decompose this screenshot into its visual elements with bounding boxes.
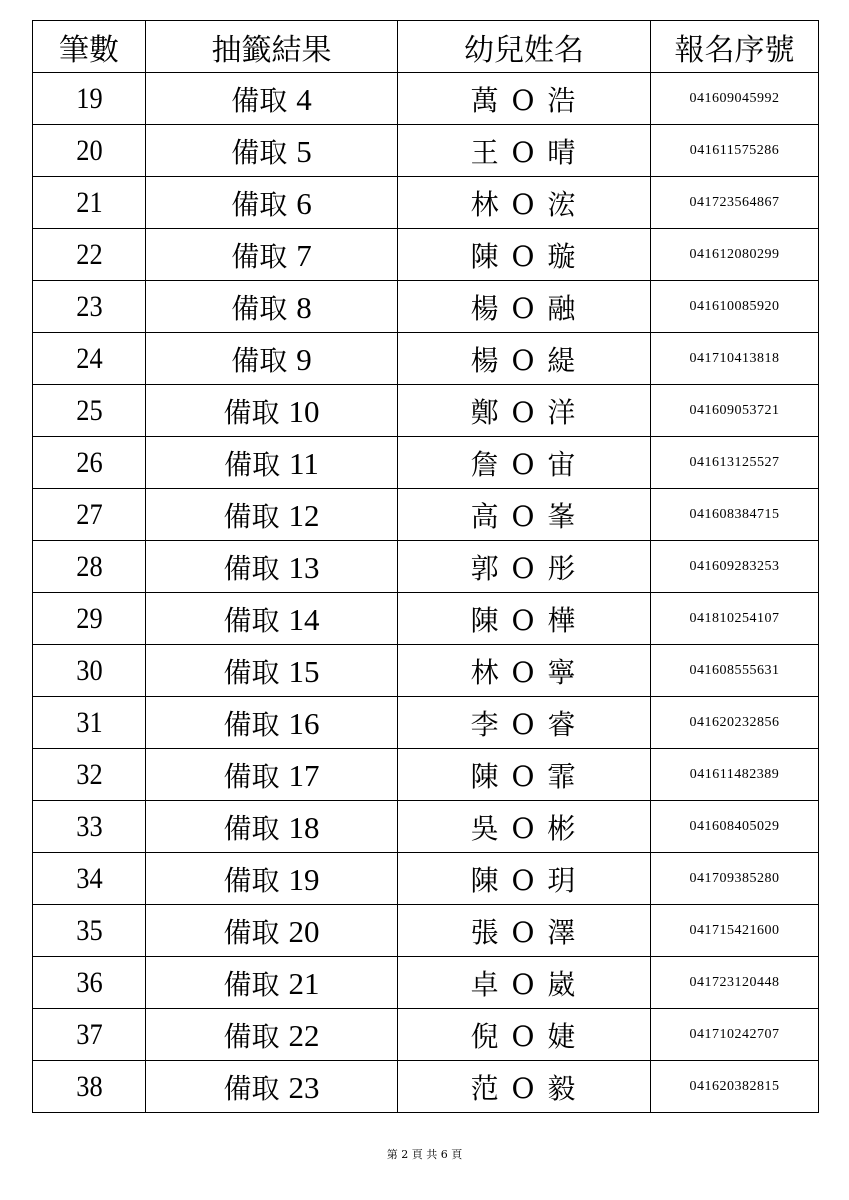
row-number: 37 [39,1009,138,1061]
lottery-result [146,281,398,333]
result-label: 備取 [223,759,280,793]
registration-number: 041620232856 [651,697,819,749]
waitlist-number: 22 [288,1017,320,1053]
lottery-result [146,697,398,749]
result-label: 備取 [223,395,280,429]
registration-number: 041608555631 [651,645,819,697]
child-name: 陳 O 樺 [398,593,651,645]
registration-number: 041609045992 [651,73,819,125]
child-name: 詹 O 宙 [398,437,651,489]
child-name: 林 O 寧 [398,645,651,697]
registration-number: 041613125527 [651,437,819,489]
table-row [33,801,819,853]
lottery-result [146,749,398,801]
waitlist-number: 23 [288,1069,320,1105]
row-number: 27 [39,489,138,541]
table-row [33,125,819,177]
table-row [33,697,819,749]
registration-number: 041612080299 [651,229,819,281]
lottery-result [146,333,398,385]
row-number: 28 [39,541,138,593]
row-number: 35 [39,905,138,957]
table-row [33,1009,819,1061]
child-name: 楊 O 融 [398,281,651,333]
waitlist-number: 4 [296,81,312,117]
child-name: 王 O 晴 [398,125,651,177]
result-label: 備取 [223,967,280,1001]
row-number: 24 [39,333,138,385]
table-row [33,541,819,593]
lottery-result [146,1061,398,1113]
child-name: 李 O 睿 [398,697,651,749]
waitlist-number: 9 [296,341,312,377]
lottery-result [146,593,398,645]
result-label: 備取 [223,603,280,637]
child-name: 張 O 澤 [398,905,651,957]
row-number: 34 [39,853,138,905]
row-number: 21 [39,177,138,229]
result-label: 備取 [224,447,281,481]
result-label: 備取 [223,655,280,689]
table-body [33,73,819,1113]
row-number: 31 [39,697,138,749]
child-name: 卓 O 崴 [398,957,651,1009]
table-row [33,957,819,1009]
table-row [33,489,819,541]
row-number: 32 [39,749,138,801]
lottery-result-table [32,20,819,1113]
child-name: 陳 O 霏 [398,749,651,801]
result-label: 備取 [223,1071,280,1105]
lottery-result [146,905,398,957]
lottery-result [146,1009,398,1061]
result-label: 備取 [231,239,288,273]
registration-number: 041709385280 [651,853,819,905]
lottery-result [146,957,398,1009]
waitlist-number: 5 [296,133,312,169]
registration-number: 041611482389 [651,749,819,801]
table-row [33,73,819,125]
table-row [33,749,819,801]
lottery-result [146,645,398,697]
lottery-result [146,541,398,593]
result-label: 備取 [223,499,280,533]
waitlist-number: 12 [288,497,320,533]
lottery-result [146,489,398,541]
waitlist-number: 18 [288,809,320,845]
lottery-result [146,229,398,281]
table-row [33,905,819,957]
lottery-result [146,125,398,177]
lottery-result [146,385,398,437]
registration-number: 041810254107 [651,593,819,645]
table-row [33,853,819,905]
waitlist-number: 13 [288,549,320,585]
table-row [33,229,819,281]
child-name: 萬 O 浩 [398,73,651,125]
child-name: 林 O 浤 [398,177,651,229]
result-label: 備取 [223,707,280,741]
waitlist-number: 6 [296,185,312,221]
row-number: 20 [39,125,138,177]
page-footer: 第 2 頁 共 6 頁 [386,1148,463,1161]
waitlist-number: 17 [288,757,320,793]
lottery-result [146,177,398,229]
header-number: 筆數 [33,21,146,73]
registration-number: 041620382815 [651,1061,819,1113]
row-number: 36 [39,957,138,1009]
table-row [33,385,819,437]
table-header-row [33,21,819,73]
table-row [33,437,819,489]
row-number: 25 [39,385,138,437]
table-row [33,177,819,229]
table-row [33,281,819,333]
row-number: 26 [39,437,138,489]
child-name: 倪 O 婕 [398,1009,651,1061]
child-name: 楊 O 緹 [398,333,651,385]
row-number: 22 [39,229,138,281]
table-row [33,593,819,645]
lottery-result [146,73,398,125]
result-label: 備取 [223,1019,280,1053]
row-number: 19 [39,73,138,125]
result-label: 備取 [231,343,288,377]
registration-number: 041611575286 [651,125,819,177]
registration-number: 041609283253 [651,541,819,593]
header-child-name: 幼兒姓名 [398,21,651,73]
child-name: 范 O 毅 [398,1061,651,1113]
waitlist-number: 14 [288,601,320,637]
child-name: 郭 O 彤 [398,541,651,593]
child-name: 鄭 O 洋 [398,385,651,437]
child-name: 陳 O 璇 [398,229,651,281]
waitlist-number: 10 [288,393,320,429]
result-label: 備取 [231,83,288,117]
waitlist-number: 7 [296,237,312,273]
result-label: 備取 [231,135,288,169]
waitlist-number: 11 [289,445,319,481]
row-number: 38 [39,1061,138,1113]
waitlist-number: 19 [288,861,320,897]
registration-number: 041610085920 [651,281,819,333]
result-label: 備取 [231,187,288,221]
row-number: 23 [39,281,138,333]
row-number: 29 [39,593,138,645]
result-label: 備取 [223,863,280,897]
header-result: 抽籤結果 [146,21,398,73]
result-label: 備取 [223,551,280,585]
registration-number: 041710413818 [651,333,819,385]
lottery-result [146,853,398,905]
child-name: 高 O 峯 [398,489,651,541]
registration-number: 041723564867 [651,177,819,229]
table-row [33,645,819,697]
lottery-result [146,437,398,489]
registration-number: 041723120448 [651,957,819,1009]
registration-number: 041608384715 [651,489,819,541]
result-label: 備取 [231,291,288,325]
waitlist-number: 15 [288,653,320,689]
row-number: 30 [39,645,138,697]
table-row [33,1061,819,1113]
registration-number: 041609053721 [651,385,819,437]
waitlist-number: 21 [288,965,320,1001]
row-number: 33 [39,801,138,853]
lottery-result [146,801,398,853]
header-registration-no: 報名序號 [651,21,819,73]
waitlist-number: 20 [288,913,320,949]
waitlist-number: 16 [288,705,320,741]
child-name: 陳 O 玥 [398,853,651,905]
registration-number: 041715421600 [651,905,819,957]
waitlist-number: 8 [296,289,312,325]
result-label: 備取 [223,811,280,845]
registration-number: 041608405029 [651,801,819,853]
child-name: 吳 O 彬 [398,801,651,853]
registration-number: 041710242707 [651,1009,819,1061]
result-label: 備取 [223,915,280,949]
table-row [33,333,819,385]
